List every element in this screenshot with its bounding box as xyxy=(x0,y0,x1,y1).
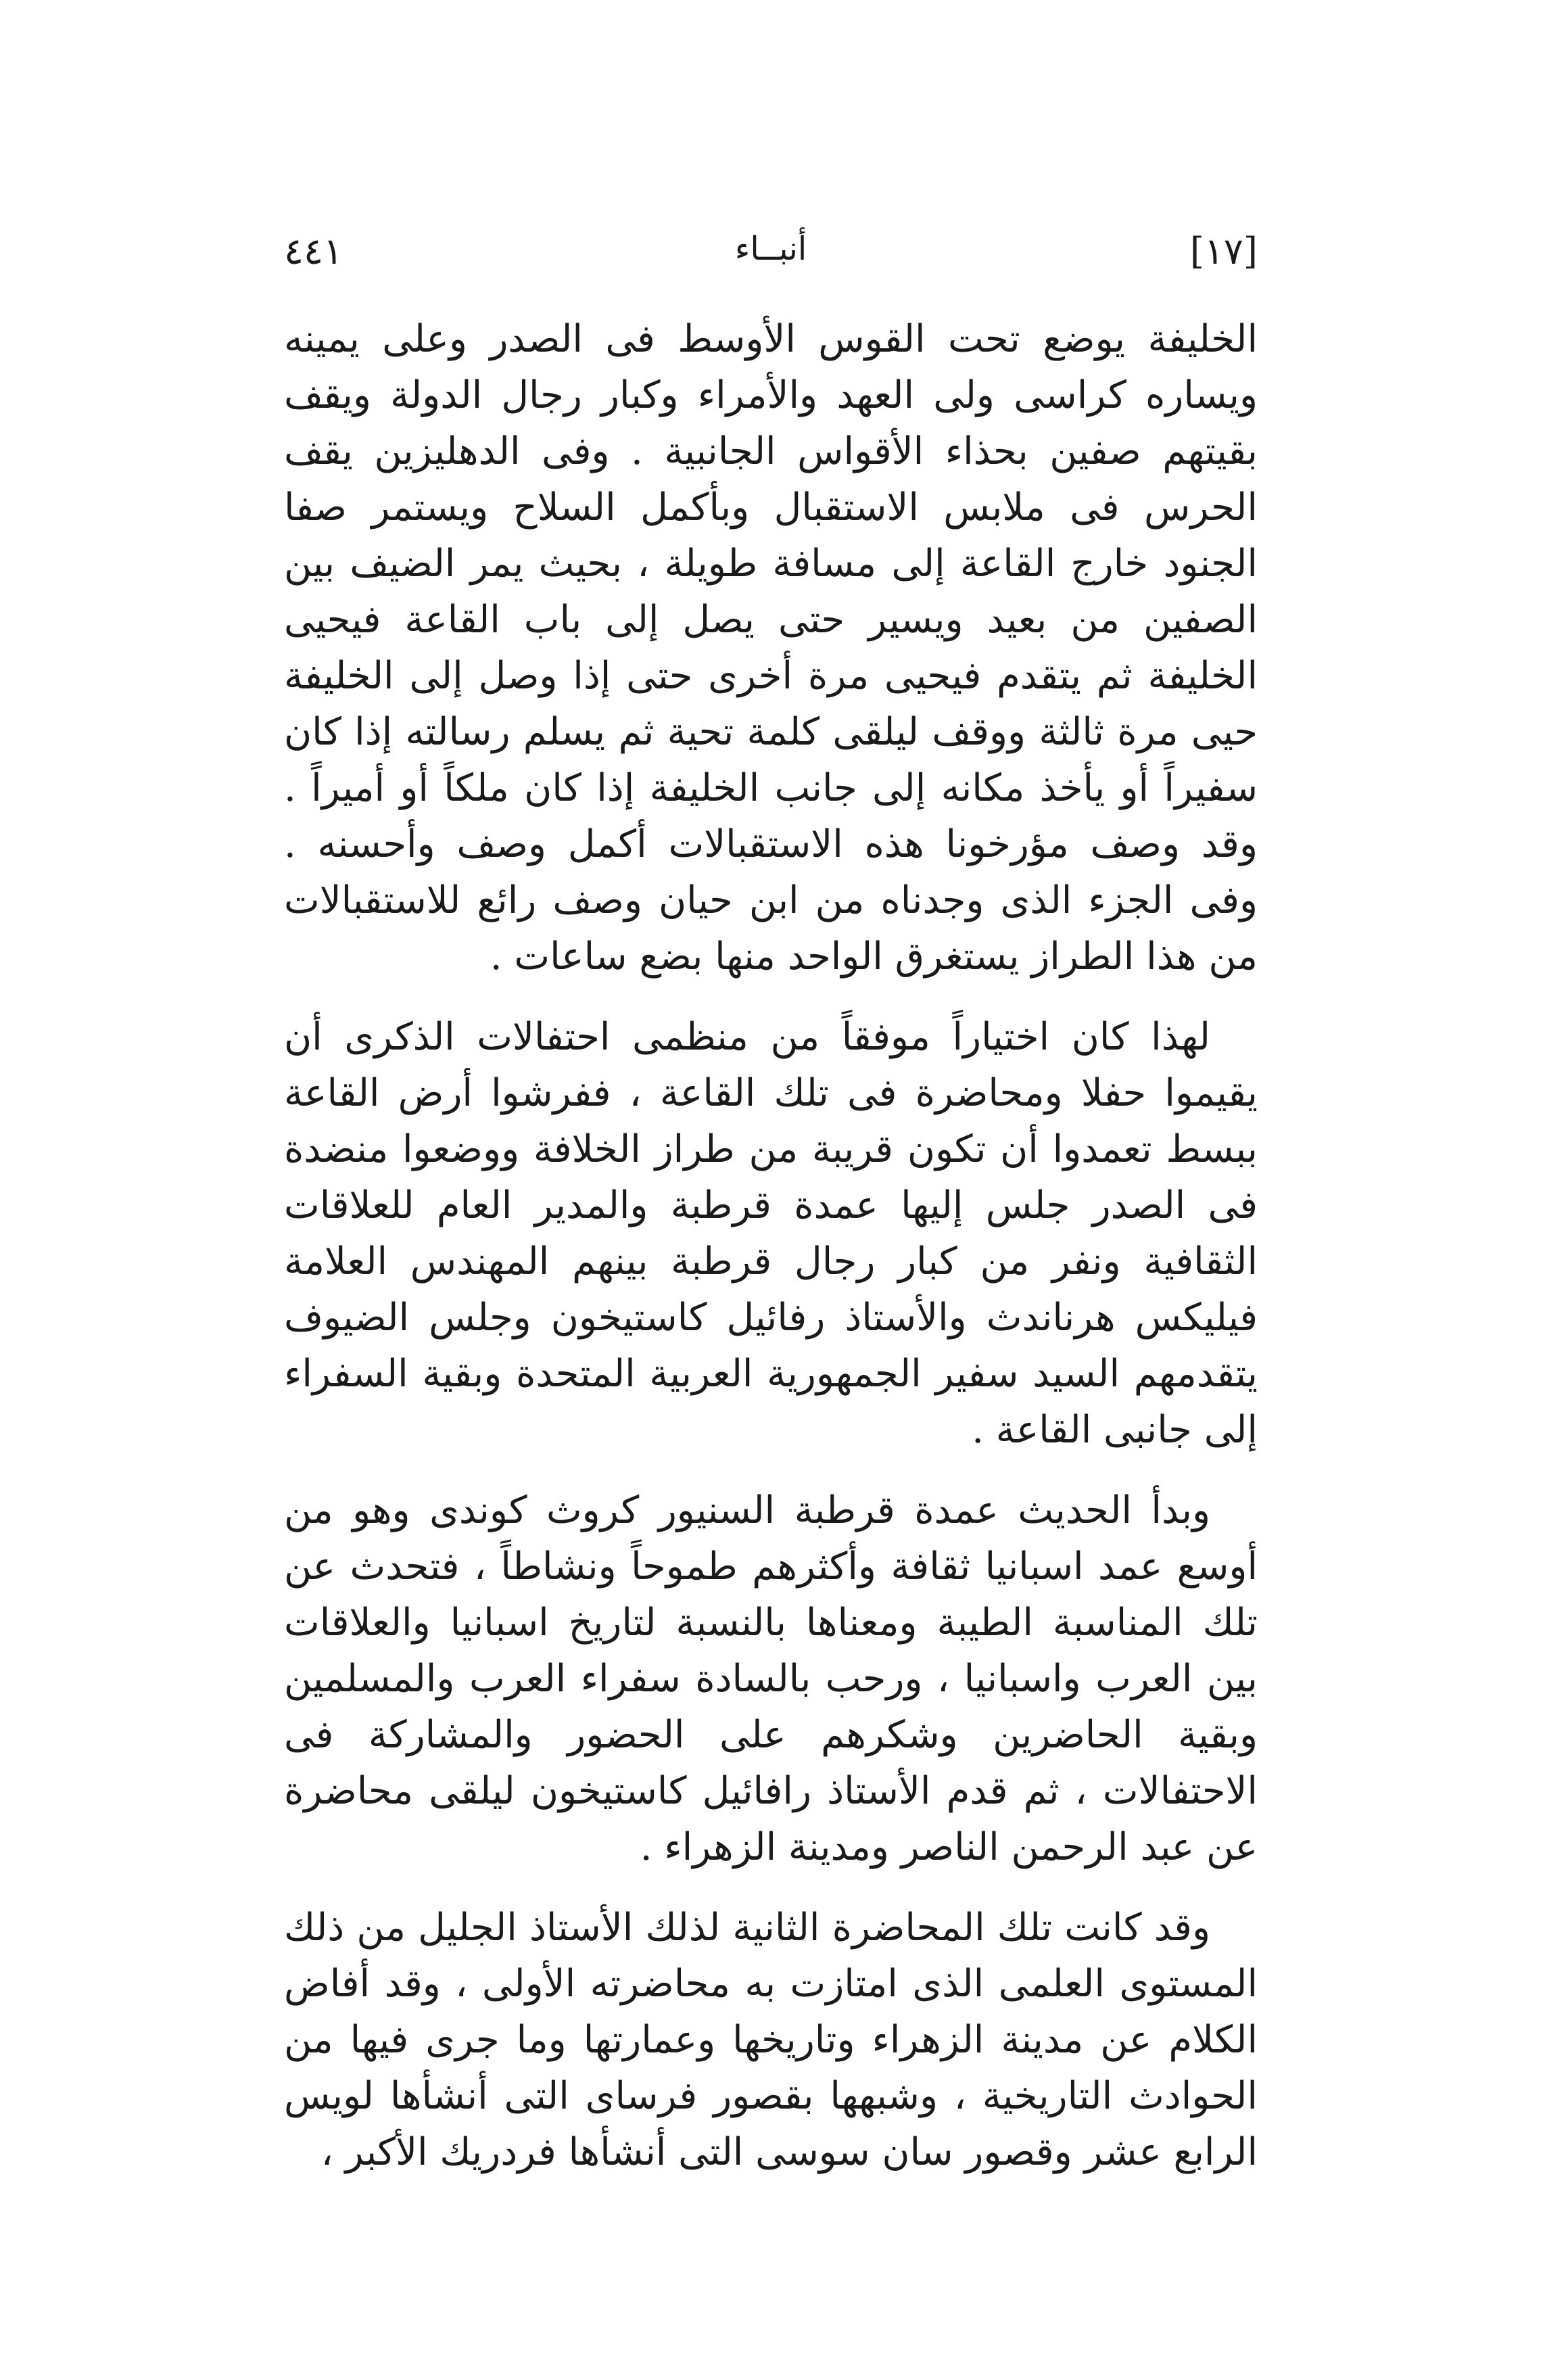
paragraph-4: وقد كانت تلك المحاضرة الثانية لذلك الأستاذ الجليل من ذلك المستوى العلمى الذى امتازت به محاضرته الأولى ، وقد أفاض الكلام عن مدينة الزهراء وتاريخها وعمارتها وما جرى فيها من الحوادث التاريخية ، وشبهها بقصور فرساى التى أنشأها لويس الرابع عشر وقصور سان سوسى التى أنشأها فردريك الأكبر ، xyxy=(284,1906,1258,2174)
paragraph-2: لهذا كان اختياراً موفقاً من منظمى احتفالات الذكرى أن يقيموا حفلا ومحاضرة فى تلك القاعة ، ففرشوا أرض القاعة ببسط تعمدوا أن تكون قريبة من طراز الخلافة ووضعوا منضدة فى الصدر جلس إليها عمدة قرطبة والمدير العام للعلاقات الثقافية ونفر من كبار رجال قرطبة بينهم المهندس العلامة فيليكس هرناندث والأستاذ رفائيل كاستيخون وجلس الضيوف يتقدمهم السيد سفير الجمهورية العربية المتحدة وبقية السفراء إلى جانبى القاعة . xyxy=(284,1015,1258,1452)
page-number: ٤٤١ xyxy=(284,230,343,273)
section-number: [١٧] xyxy=(1189,230,1258,273)
body-text xyxy=(284,311,1258,2180)
paragraph-1: الخليفة يوضع تحت القوس الأوسط فى الصدر وعلى يمينه ويساره كراسى ولى العهد والأمراء وكبار رجال الدولة ويقف بقيتهم صفين بحذاء الأقواس الجانبية . وفى الدهليزين يقف الحرس فى ملابس الاستقبال وبأكمل السلاح ويستمر صفا الجنود خارج القاعة إلى مسافة طويلة ، بحيث يمر الضيف بين الصفين من بعيد ويسير حتى يصل إلى باب القاعة فيحيى الخليفة ثم يتقدم فيحيى مرة أخرى حتى إذا وصل إلى الخليفة حيى مرة ثالثة ووقف ليلقى كلمة تحية ثم يسلم رسالته إذا كان سفيراً أو يأخذ مكانه إلى جانب الخليفة إذا كان ملكاً أو أميراً . وقد وصف مؤرخونا هذه الاستقبالات أكمل وصف وأحسنه . وفى الجزء الذى وجدناه من ابن حيان وصف رائع للاستقبالات من هذا الطراز يستغرق الواحد منها بضع ساعات . xyxy=(284,317,1258,979)
paragraph-3: وبدأ الحديث عمدة قرطبة السنيور كروث كوندى وهو من أوسع عمد اسبانيا ثقافة وأكثرهم طموحاً ونشاطاً ، فتحدث عن تلك المناسبة الطيبة ومعناها بالنسبة لتاريخ اسبانيا والعلاقات بين العرب واسبانيا ، ورحب بالسادة سفراء العرب والمسلمين وبقية الحاضرين وشكرهم على الحضور والمشاركة فى الاحتفالات ، ثم قدم الأستاذ رافائيل كاستيخون ليلقى محاضرة عن عبد الرحمن الناصر ومدينة الزهراء . xyxy=(284,1488,1258,1869)
page-header xyxy=(284,230,1258,291)
running-title: أنبــاء xyxy=(734,230,807,268)
